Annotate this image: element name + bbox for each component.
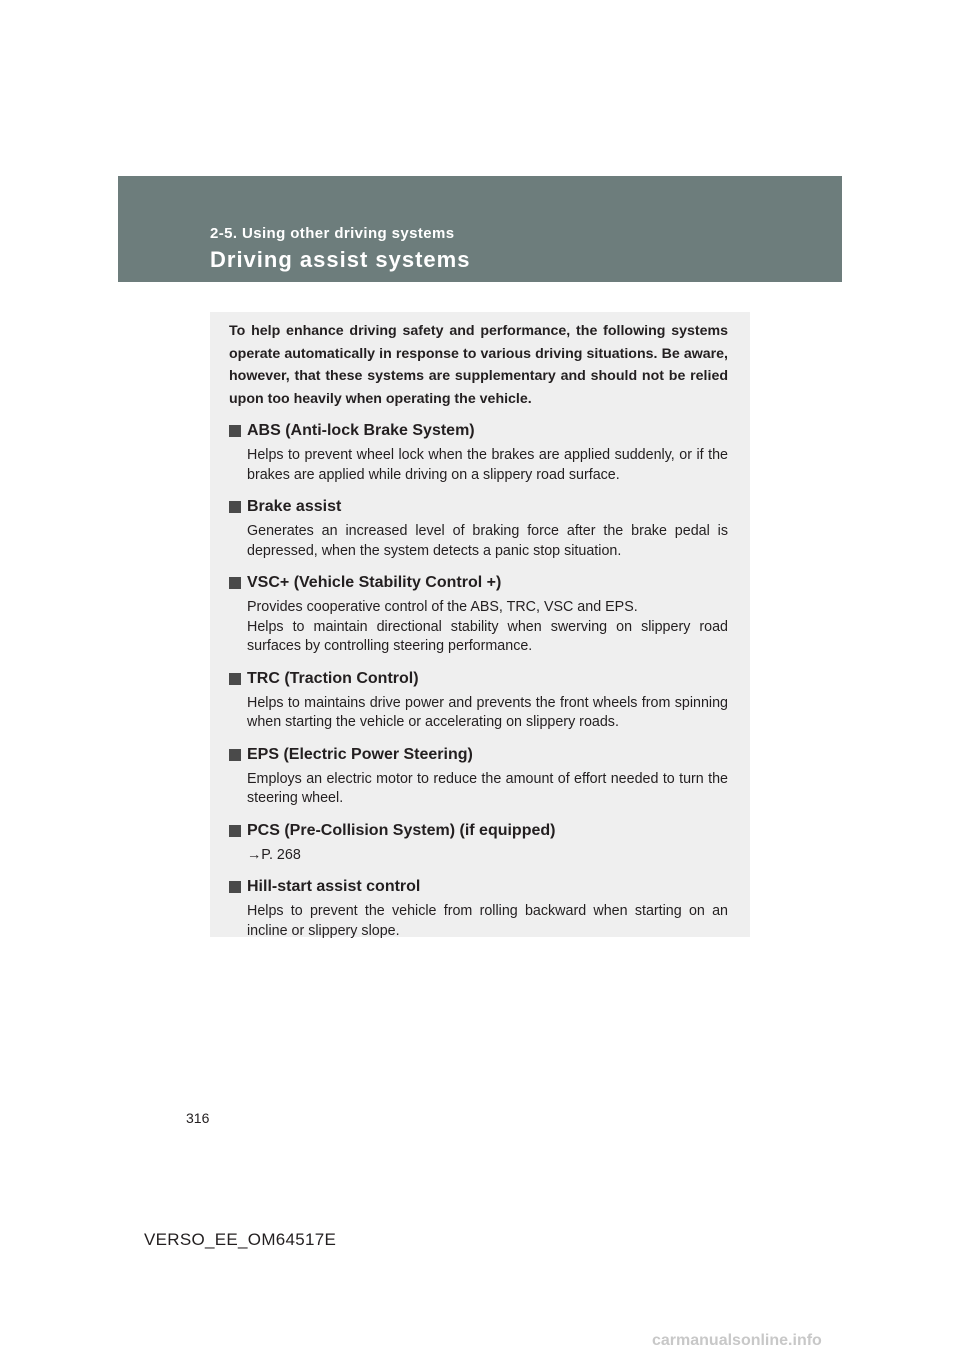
feature-heading: VSC+ (Vehicle Stability Control +) [247, 574, 502, 591]
feature-vsc [229, 572, 728, 657]
feature-heading: Hill-start assist control [247, 878, 421, 895]
feature-hill-start [229, 876, 728, 941]
intro-text: To help enhance driving safety and performance, the following systems operate automatically in response to various driving situations. Be aware, however, that these systems are supplementary and should not be relied upon too heavily when operating the vehicle. [229, 323, 728, 407]
feature-brake-assist [229, 496, 728, 561]
feature-heading: EPS (Electric Power Steering) [247, 745, 473, 763]
page-number: 316 [186, 1110, 210, 1126]
square-bullet-icon [229, 577, 241, 589]
content-panel [210, 312, 750, 937]
square-bullet-icon [229, 425, 241, 437]
square-bullet-icon [229, 825, 241, 837]
feature-heading: Brake assist [247, 498, 342, 515]
feature-body: Employs an electric motor to reduce the amount of effort needed to turn the steering wheel. [247, 770, 728, 806]
feature-eps [229, 744, 728, 809]
watermark: carmanualsonline.info [652, 1332, 822, 1349]
feature-heading: ABS (Anti-lock Brake System) [247, 422, 475, 439]
square-bullet-icon [229, 881, 241, 893]
feature-body: Helps to prevent the vehicle from rolling backward when starting on an incline or slippery slope. [247, 903, 728, 939]
feature-body: Helps to prevent wheel lock when the brakes are applied suddenly, or if the brakes are applied while driving on a slippery road surface. [247, 447, 728, 483]
square-bullet-icon [229, 501, 241, 513]
page-title: Driving assist systems [210, 247, 471, 272]
square-bullet-icon [229, 673, 241, 685]
section-label: 2-5. Using other driving systems [210, 225, 455, 242]
feature-body: Helps to maintain directional stability when swerving on slippery road surfaces by controlling steering performance. [247, 618, 728, 654]
feature-body: Provides cooperative control of the ABS, TRC, VSC and EPS. [247, 599, 638, 615]
feature-heading: PCS (Pre-Collision System) (if equipped) [247, 821, 556, 839]
page-reference-link[interactable]: →P. 268 [247, 846, 301, 863]
feature-body: Helps to maintains drive power and prevents the front wheels from spinning when starting the vehicle or accelerating on slippery roads. [247, 694, 728, 730]
feature-abs [229, 420, 728, 485]
square-bullet-icon [229, 749, 241, 761]
feature-body: Generates an increased level of braking force after the brake pedal is depressed, when the system detects a panic stop situation. [247, 523, 728, 559]
feature-trc [229, 668, 728, 733]
feature-pcs [229, 820, 728, 866]
document-code: VERSO_EE_OM64517E [144, 1230, 337, 1249]
header-band [118, 176, 842, 282]
feature-heading: TRC (Traction Control) [247, 669, 419, 687]
